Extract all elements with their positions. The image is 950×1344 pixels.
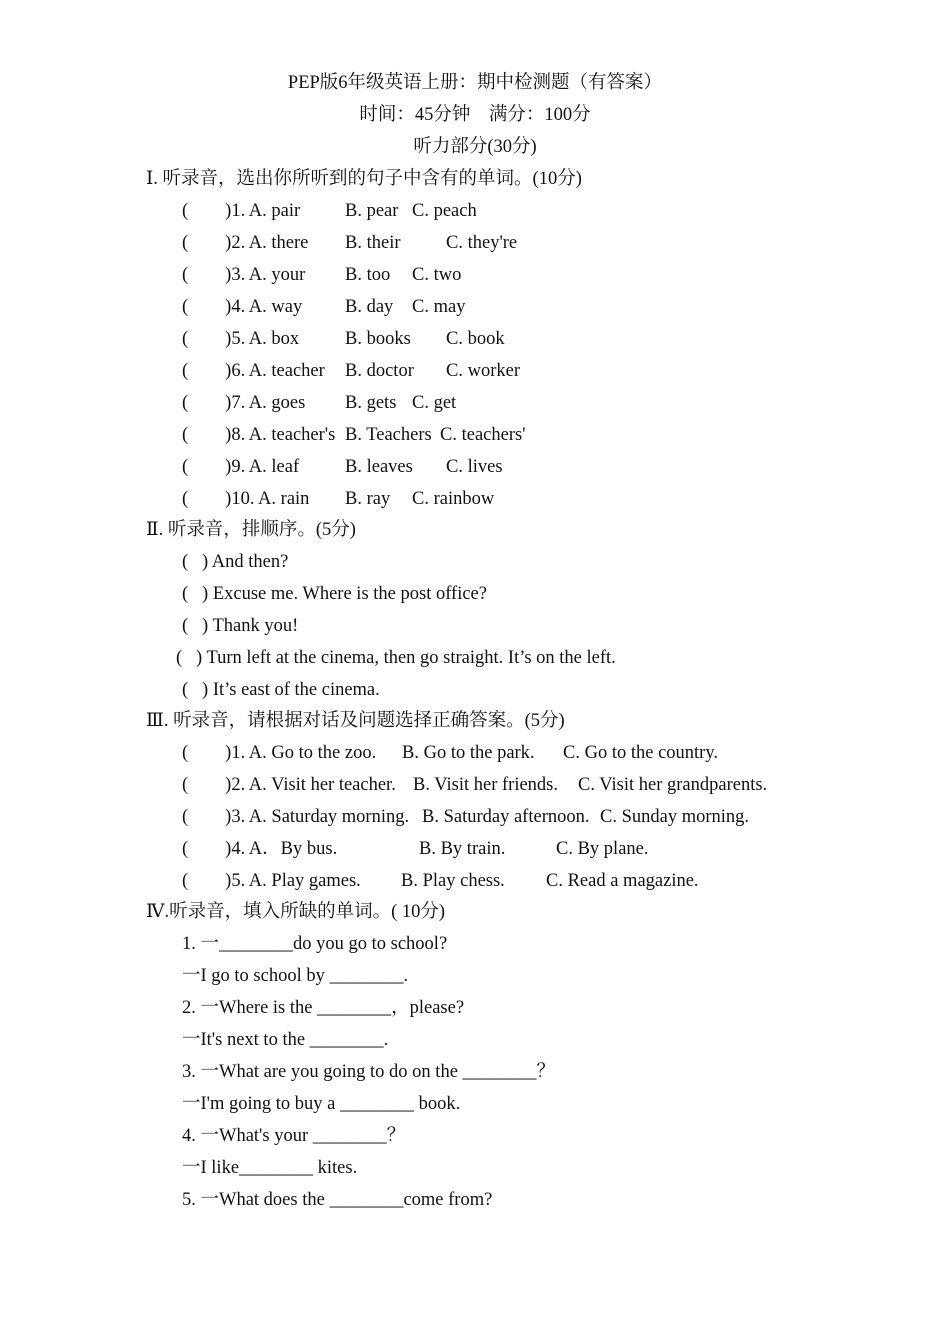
fill-blank-line: 一It's next to the ________. (182, 1030, 389, 1050)
question-number-option-a: ( )10. A. rain (182, 489, 310, 509)
question-number-option-a: ( )1. A. Go to the zoo. (182, 743, 377, 763)
option-c: C. Go to the country. (563, 743, 719, 763)
fill-blank-line: 1. 一________do you go to school? (182, 934, 448, 954)
option-b: B. ray (345, 489, 391, 509)
option-b: B. gets (345, 393, 397, 413)
question-number-option-a: ( )1. A. pair (182, 201, 301, 221)
option-c: C. book (446, 329, 505, 349)
fill-blank-line: 4. 一What's your ________？ (182, 1126, 406, 1146)
option-b: B. By train. (419, 839, 506, 859)
option-b: B. their (345, 233, 401, 253)
option-b: B. Saturday afternoon. (422, 807, 590, 827)
option-b: B. day (345, 297, 394, 317)
option-b: B. too (345, 265, 391, 285)
part-title: 听力部分(30分) (413, 137, 537, 157)
option-b: B. books (345, 329, 411, 349)
question-number-option-a: ( )3. A. your (182, 265, 306, 285)
option-b: B. Teachers (345, 425, 432, 445)
option-b: B. doctor (345, 361, 414, 381)
question-number-option-a: ( )4. A. way (182, 297, 303, 317)
option-c: C. worker (446, 361, 520, 381)
question-number-option-a: ( )5. A. box (182, 329, 300, 349)
section-1-heading: Ⅰ. 听录音，选出你所听到的句子中含有的单词。(10分) (146, 169, 582, 189)
fill-blank-line: 一I go to school by ________. (182, 966, 409, 986)
section-2-heading: Ⅱ. 听录音，排顺序。(5分) (146, 520, 356, 540)
question-number-option-a: ( )8. A. teacher's (182, 425, 336, 445)
option-c: C. Sunday morning. (600, 807, 750, 827)
ordering-item: ( ) Excuse me. Where is the post office? (182, 584, 487, 604)
section-4-heading: Ⅳ.听录音，填入所缺的单词。( 10分) (146, 902, 446, 922)
question-number-option-a: ( )9. A. leaf (182, 457, 300, 477)
ordering-item: ( ) Thank you! (182, 616, 299, 636)
option-c: C. Read a magazine. (546, 871, 699, 891)
option-c: C. teachers' (440, 425, 526, 445)
exam-meta: 时间：45分钟 满分：100分 (359, 105, 591, 125)
option-b: B. pear (345, 201, 399, 221)
question-number-option-a: ( )7. A. goes (182, 393, 306, 413)
option-b: B. leaves (345, 457, 413, 477)
question-number-option-a: ( )2. A. Visit her teacher. (182, 775, 396, 795)
fill-blank-line: 一I like________ kites. (182, 1158, 358, 1178)
ordering-item: ( ) Turn left at the cinema, then go straight. It’s on the left. (176, 648, 616, 668)
question-number-option-a: ( )3. A. Saturday morning. (182, 807, 410, 827)
page-title: PEP版6年级英语上册：期中检测题（有答案） (287, 73, 663, 93)
option-c: C. By plane. (556, 839, 649, 859)
question-number-option-a: ( )6. A. teacher (182, 361, 325, 381)
option-c: C. Visit her grandparents. (578, 775, 768, 795)
section-3-heading: Ⅲ. 听录音，请根据对话及问题选择正确答案。(5分) (146, 711, 565, 731)
question-number-option-a: ( )2. A. there (182, 233, 309, 253)
question-number-option-a: ( )5. A. Play games. (182, 871, 361, 891)
option-c: C. get (412, 393, 457, 413)
option-c: C. may (412, 297, 466, 317)
fill-blank-line: 5. 一What does the ________come from? (182, 1190, 493, 1210)
fill-blank-line: 3. 一What are you going to do on the ________？ (182, 1062, 556, 1082)
ordering-item: ( ) It’s east of the cinema. (182, 680, 380, 700)
option-c: C. rainbow (412, 489, 495, 509)
fill-blank-line: 2. 一Where is the ________，please? (182, 998, 465, 1018)
fill-blank-line: 一I'm going to buy a ________ book. (182, 1094, 461, 1114)
option-c: C. two (412, 265, 462, 285)
option-b: B. Play chess. (401, 871, 505, 891)
option-c: C. peach (412, 201, 477, 221)
option-c: C. they're (446, 233, 518, 253)
option-b: B. Go to the park. (402, 743, 535, 763)
question-number-option-a: ( )4. A．By bus. (182, 839, 338, 859)
ordering-item: ( ) And then? (182, 552, 289, 572)
option-b: B. Visit her friends. (413, 775, 558, 795)
option-c: C. lives (446, 457, 503, 477)
